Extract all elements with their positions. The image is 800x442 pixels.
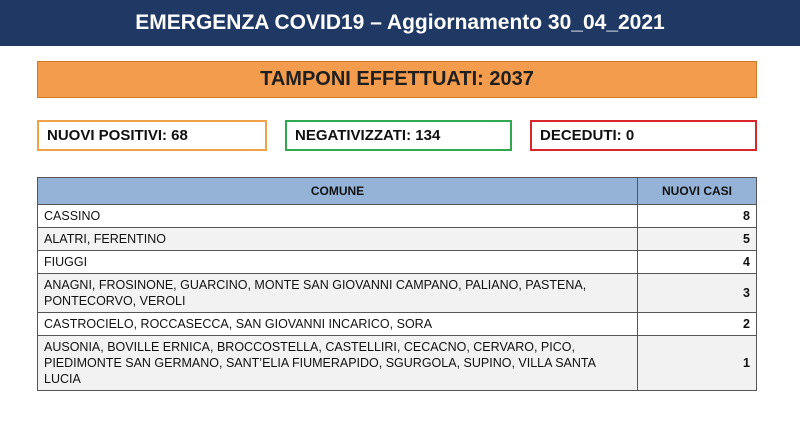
- comune-cell: CASSINO: [38, 205, 638, 228]
- tamponi-banner: TAMPONI EFFETTUATI: 2037: [37, 61, 757, 98]
- page-title: EMERGENZA COVID19 – Aggiornamento 30_04_2021: [0, 0, 800, 46]
- column-header-comune: COMUNE: [38, 178, 638, 205]
- table-row: [38, 251, 757, 274]
- nuovi-casi-cell: 2: [638, 313, 757, 336]
- nuovi-casi-cell: 4: [638, 251, 757, 274]
- table-row: [38, 228, 757, 251]
- comune-cell: CASTROCIELO, ROCCASECCA, SAN GIOVANNI INCARICO, SORA: [38, 313, 638, 336]
- nuovi-casi-cell: 3: [638, 274, 757, 313]
- table-row: [38, 336, 757, 391]
- comune-cell: ANAGNI, FROSINONE, GUARCINO, MONTE SAN GIOVANNI CAMPANO, PALIANO, PASTENA, PONTECORVO, VEROLI: [38, 274, 638, 313]
- deceduti-box: DECEDUTI: 0: [530, 120, 757, 151]
- table-row: [38, 274, 757, 313]
- table-row: [38, 313, 757, 336]
- nuovi-casi-cell: 5: [638, 228, 757, 251]
- table-header-row: [38, 178, 757, 205]
- cases-table: [37, 177, 757, 391]
- column-header-nuovi-casi: NUOVI CASI: [638, 178, 757, 205]
- comune-cell: AUSONIA, BOVILLE ERNICA, BROCCOSTELLA, CASTELLIRI, CECACNO, CERVARO, PICO, PIEDIMONTE SAN GERMANO, SANT’ELIA FIUMERAPIDO, SGURGOLA, SUPINO, VILLA SANTA LUCIA: [38, 336, 638, 391]
- comune-cell: FIUGGI: [38, 251, 638, 274]
- nuovi-casi-cell: 1: [638, 336, 757, 391]
- table-row: [38, 205, 757, 228]
- nuovi-casi-cell: 8: [638, 205, 757, 228]
- nuovi-positivi-box: NUOVI POSITIVI: 68: [37, 120, 267, 151]
- comune-cell: ALATRI, FERENTINO: [38, 228, 638, 251]
- negativizzati-box: NEGATIVIZZATI: 134: [285, 120, 512, 151]
